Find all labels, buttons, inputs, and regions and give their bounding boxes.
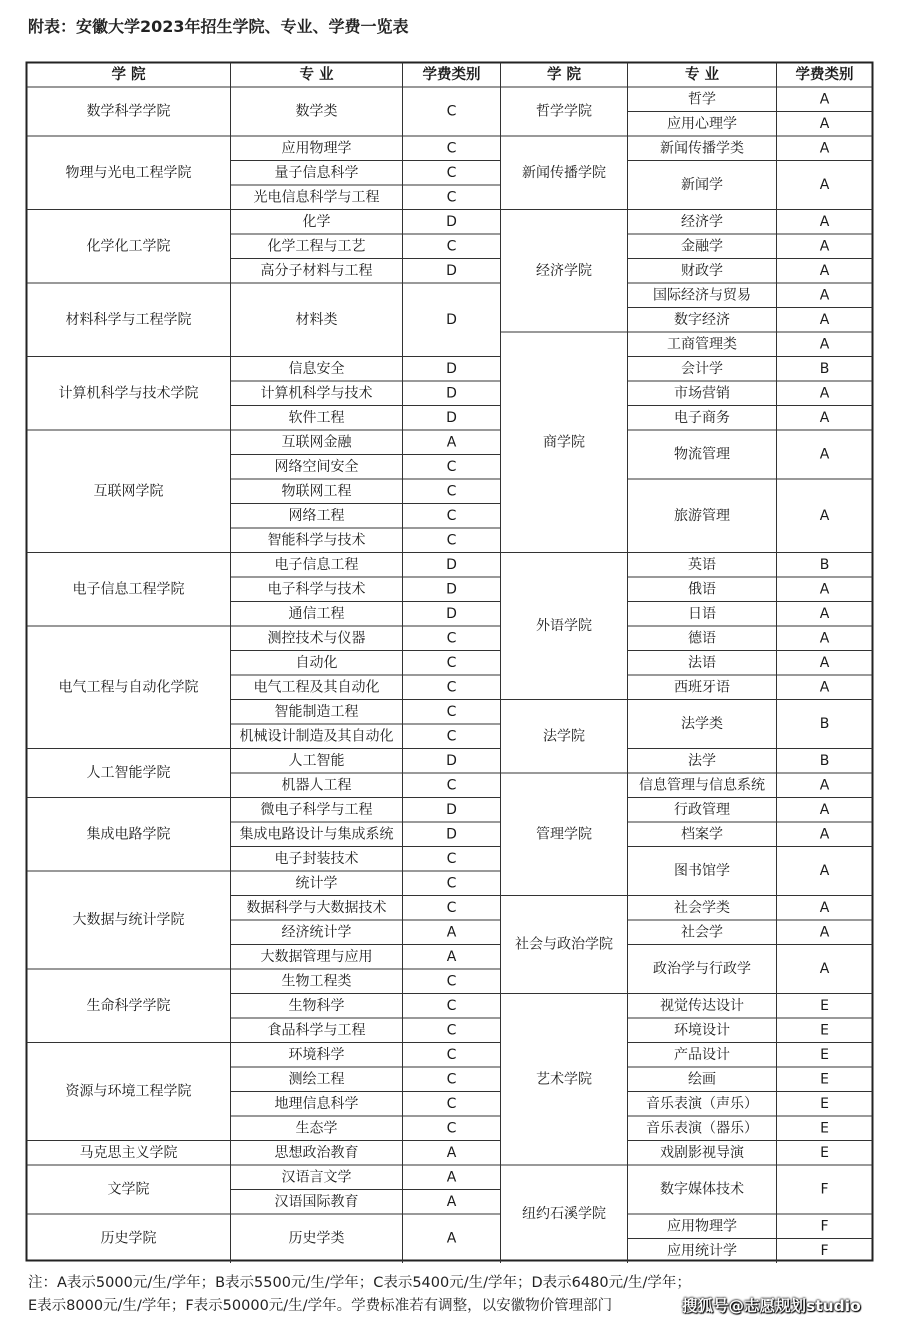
left-fee-cell: D [446, 262, 457, 279]
right-major-cell: 应用统计学 [667, 1242, 737, 1259]
right-major-cell: 金融学 [681, 238, 723, 255]
watermark: 搜狐号@志愿规划studio [682, 1297, 861, 1315]
right-college-cell: 法学院 [543, 728, 585, 745]
left-fee-cell: C [446, 483, 457, 500]
right-college-cell: 商学院 [543, 434, 585, 451]
left-college-cell: 材料科学与工程学院 [65, 311, 192, 328]
left-major-cell: 微电子科学与工程 [260, 801, 373, 818]
footnote-line-1: 注：A表示5000元/生/学年；B表示5500元/生/学年；C表示5400元/生/学年；D表示6480元/生/学年； [28, 1275, 691, 1291]
left-college-cell: 数学科学学院 [86, 103, 171, 120]
left-major-cell: 生物工程类 [281, 973, 352, 990]
left-major-cell: 统计学 [295, 875, 338, 892]
right-major-cell: 法语 [688, 654, 716, 671]
left-major-cell: 材料类 [295, 311, 338, 328]
right-fee-cell: A [819, 238, 830, 255]
left-major-cell: 经济统计学 [281, 924, 352, 941]
right-college-cell: 新闻传播学院 [522, 164, 606, 181]
left-major-cell: 集成电路设计与集成系统 [239, 826, 394, 843]
right-major-cell: 信息管理与信息系统 [639, 777, 765, 794]
left-major-cell: 智能制造工程 [274, 703, 359, 720]
right-college-cell: 纽约石溪学院 [522, 1206, 606, 1222]
right-major-cell: 行政管理 [674, 801, 730, 818]
left-fee-cell: C [446, 899, 457, 916]
right-fee-cell: A [819, 679, 830, 696]
right-major-cell: 数字经济 [674, 311, 730, 328]
right-major-cell: 财政学 [681, 262, 723, 279]
right-fee-cell: B [819, 716, 830, 732]
right-major-cell: 电子商务 [674, 409, 730, 426]
left-college-cell: 电气工程与自动化学院 [58, 679, 199, 696]
right-fee-cell: B [819, 752, 830, 769]
left-college-cell: 文学院 [107, 1181, 150, 1198]
right-fee-cell: A [819, 899, 830, 916]
left-major-cell: 机械设计制造及其自动化 [239, 728, 394, 745]
left-fee-cell: C [446, 140, 457, 157]
right-fee-cell: A [819, 287, 830, 304]
right-major-cell: 市场营销 [674, 385, 730, 402]
right-major-cell: 法学 [688, 752, 716, 769]
right-fee-cell: F [820, 1181, 829, 1198]
left-college-cell: 人工智能学院 [86, 765, 171, 781]
left-fee-cell: D [446, 385, 457, 402]
left-major-cell: 量子信息科学 [274, 164, 359, 181]
left-fee-cell: C [446, 654, 457, 671]
left-major-cell: 测控技术与仪器 [267, 630, 366, 647]
right-fee-cell: A [819, 777, 830, 794]
right-major-cell: 政治学与行政学 [653, 961, 751, 977]
footnote [28, 1272, 691, 1318]
left-major-cell: 信息安全 [288, 360, 345, 377]
left-major-cell: 大数据管理与应用 [260, 948, 373, 965]
right-college-cell: 社会与政治学院 [515, 936, 613, 953]
left-fee-cell: D [446, 213, 457, 230]
left-fee-cell: A [446, 924, 457, 941]
right-fee-cell: A [819, 336, 830, 353]
left-fee-cell: C [446, 532, 457, 549]
right-major-cell: 戏剧影视导演 [660, 1144, 744, 1161]
left-college-cell: 集成电路学院 [86, 826, 171, 843]
right-major-cell: 应用心理学 [667, 115, 737, 132]
left-fee-cell: A [446, 1230, 457, 1247]
left-fee-cell: C [446, 875, 457, 892]
right-major-cell: 会计学 [681, 360, 723, 377]
table-header [111, 65, 854, 83]
right-fee-cell: E [820, 1144, 829, 1161]
right-major-cell: 国际经济与贸易 [653, 287, 751, 304]
left-fee-cell: C [446, 1071, 457, 1088]
left-major-cell: 互联网金融 [281, 434, 352, 451]
right-fee-cell: A [819, 654, 830, 671]
header-fee-0: 学费类别 [422, 66, 481, 83]
right-fee-cell: A [819, 177, 830, 193]
left-college-cell: 化学化工学院 [86, 238, 171, 255]
left-fee-cell: C [446, 630, 457, 647]
left-fee-cell: C [446, 189, 457, 206]
header-major-1: 专 业 [684, 66, 720, 83]
right-fee-cell: A [819, 213, 830, 230]
left-fee-cell: C [446, 507, 457, 524]
right-fee-cell: A [819, 605, 830, 622]
left-major-cell: 应用物理学 [281, 140, 352, 157]
right-fee-cell: A [819, 924, 830, 941]
left-college-cell: 物理与光电工程学院 [65, 164, 192, 181]
right-fee-cell: E [820, 1046, 829, 1063]
right-major-cell: 工商管理类 [667, 336, 737, 353]
left-fee-cell: A [446, 1193, 457, 1210]
right-major-cell: 经济学 [681, 213, 723, 230]
right-fee-cell: A [819, 961, 830, 977]
right-major-cell: 图书馆学 [674, 863, 730, 879]
left-fee-cell: C [446, 973, 457, 990]
right-fee-cell: A [819, 630, 830, 647]
right-fee-cell: E [820, 1095, 829, 1112]
left-fee-cell: C [446, 1095, 457, 1112]
right-fee-cell: A [819, 385, 830, 402]
right-major-cell: 社会学 [681, 924, 723, 941]
left-major-cell: 通信工程 [288, 605, 345, 622]
left-major-cell: 智能科学与技术 [267, 532, 366, 549]
left-fee-cell: D [446, 556, 457, 573]
left-fee-cell: D [446, 311, 457, 328]
left-major-cell: 汉语国际教育 [274, 1193, 359, 1210]
left-fee-cell: D [446, 409, 457, 426]
right-fee-cell: A [819, 863, 830, 879]
right-major-cell: 俄语 [688, 581, 716, 598]
right-college-cell: 外语学院 [536, 618, 592, 634]
left-fee-cell: C [446, 1046, 457, 1063]
left-major-cell: 数学类 [295, 103, 338, 120]
left-major-cell: 网络工程 [288, 507, 345, 524]
left-college-cell: 马克思主义学院 [79, 1144, 178, 1161]
left-fee-cell: C [446, 728, 457, 745]
left-fee-cell: D [446, 605, 457, 622]
left-fee-cell: A [446, 1144, 457, 1161]
left-major-cell: 历史学类 [288, 1230, 345, 1247]
left-major-cell: 数据科学与大数据技术 [246, 899, 387, 916]
left-major-cell: 机器人工程 [281, 777, 352, 794]
left-fee-cell: C [446, 1022, 457, 1039]
left-major-cell: 自动化 [295, 654, 338, 671]
left-major-cell: 生态学 [295, 1120, 338, 1137]
right-major-cell: 新闻传播学类 [660, 140, 744, 157]
right-major-cell: 哲学 [688, 91, 716, 108]
left-major-cell: 物联网工程 [281, 483, 352, 500]
left-major-cell: 人工智能 [288, 752, 345, 769]
left-fee-cell: C [446, 703, 457, 720]
right-fee-cell: F [820, 1218, 829, 1235]
left-major-cell: 计算机科学与技术 [260, 385, 373, 402]
left-major-cell: 电气工程及其自动化 [253, 679, 380, 696]
right-major-cell: 日语 [688, 605, 716, 622]
right-major-cell: 应用物理学 [667, 1218, 737, 1235]
header-college-0: 学 院 [111, 66, 146, 83]
left-major-cell: 汉语言文学 [281, 1169, 352, 1186]
left-fee-cell: C [446, 103, 457, 120]
left-college-cell: 生命科学学院 [86, 997, 171, 1014]
right-major-cell: 产品设计 [674, 1046, 730, 1063]
right-fee-cell: A [819, 446, 830, 463]
right-college-cell: 管理学院 [536, 826, 592, 843]
right-fee-cell: F [820, 1242, 829, 1259]
right-fee-cell: A [819, 801, 830, 818]
left-fee-cell: C [446, 777, 457, 794]
header-college-1: 学 院 [546, 66, 582, 83]
right-college-cell: 经济学院 [536, 262, 592, 279]
right-fee-cell: E [820, 1071, 829, 1088]
right-major-cell: 社会学类 [674, 899, 730, 916]
left-major-cell: 测绘工程 [288, 1071, 345, 1088]
right-fee-cell: A [819, 91, 830, 108]
right-major-cell: 数字媒体技术 [660, 1181, 744, 1198]
left-major-cell: 电子封装技术 [274, 850, 359, 867]
footnote-line-2: E表示8000元/生/学年；F表示50000元/生/学年。学费标准若有调整，以安徽物价管理部门 [28, 1298, 613, 1314]
left-major-cell: 网络空间安全 [274, 458, 359, 475]
left-fee-cell: C [446, 164, 457, 181]
left-fee-cell: C [446, 850, 457, 867]
left-major-cell: 电子信息工程 [274, 556, 359, 573]
left-major-cell: 食品科学与工程 [267, 1022, 366, 1039]
right-major-cell: 视觉传达设计 [660, 997, 744, 1014]
left-fee-cell: A [446, 948, 457, 965]
left-major-cell: 思想政治教育 [274, 1144, 359, 1161]
right-major-cell: 法学类 [681, 716, 723, 732]
right-major-cell: 环境设计 [674, 1022, 730, 1039]
left-major-cell: 生物科学 [288, 997, 345, 1014]
right-fee-cell: A [819, 409, 830, 426]
right-major-cell: 新闻学 [681, 177, 723, 193]
left-college-cell: 电子信息工程学院 [72, 581, 185, 598]
left-fee-cell: C [446, 997, 457, 1014]
left-fee-cell: D [446, 826, 457, 843]
header-fee-1: 学费类别 [795, 66, 854, 83]
left-major-cell: 光电信息科学与工程 [253, 189, 380, 206]
right-college-cell: 艺术学院 [536, 1071, 592, 1088]
right-major-cell: 西班牙语 [674, 679, 730, 696]
left-major-cell: 化学 [302, 213, 331, 230]
right-fee-cell: E [820, 1120, 829, 1137]
right-major-cell: 英语 [688, 556, 716, 573]
right-major-cell: 档案学 [681, 826, 723, 843]
left-major-cell: 地理信息科学 [274, 1095, 359, 1112]
left-fee-cell: C [446, 458, 457, 475]
header-major-0: 专 业 [299, 66, 334, 83]
left-fee-cell: A [446, 434, 457, 451]
left-fee-cell: D [446, 801, 457, 818]
right-major-cell: 物流管理 [674, 446, 730, 463]
left-major-cell: 环境科学 [288, 1046, 345, 1063]
right-major-cell: 旅游管理 [674, 507, 730, 524]
left-fee-cell: D [446, 752, 457, 769]
right-college-cell: 哲学学院 [536, 103, 592, 120]
right-fee-cell: A [819, 311, 830, 328]
left-fee-cell: C [446, 238, 457, 255]
left-college-cell: 大数据与统计学院 [72, 912, 185, 928]
right-major-cell: 德语 [688, 630, 716, 647]
right-fee-cell: E [820, 1022, 829, 1039]
right-major-cell: 音乐表演（声乐） [646, 1095, 758, 1112]
page-title: 附表：安徽大学2023年招生学院、专业、学费一览表 [28, 17, 409, 36]
right-major-cell: 绘画 [688, 1071, 716, 1088]
right-fee-cell: B [819, 556, 830, 573]
left-major-cell: 软件工程 [288, 409, 345, 426]
left-college-cell: 计算机科学与技术学院 [58, 385, 199, 402]
left-major-cell: 电子科学与技术 [267, 581, 366, 598]
left-major-cell: 高分子材料与工程 [260, 262, 373, 279]
left-fee-cell: C [446, 679, 457, 696]
left-major-cell: 化学工程与工艺 [267, 238, 366, 255]
right-fee-cell: A [819, 581, 830, 598]
right-fee-cell: A [819, 507, 830, 524]
right-fee-cell: A [819, 140, 830, 157]
left-college-cell: 互联网学院 [93, 483, 164, 500]
right-major-cell: 音乐表演（器乐） [646, 1120, 758, 1137]
right-fee-cell: A [819, 115, 830, 132]
right-fee-cell: B [819, 360, 830, 377]
right-fee-cell: A [819, 262, 830, 279]
left-fee-cell: D [446, 360, 457, 377]
left-fee-cell: D [446, 581, 457, 598]
right-fee-cell: E [820, 997, 829, 1014]
right-fee-cell: A [819, 826, 830, 843]
left-fee-cell: A [446, 1169, 457, 1186]
left-college-cell: 历史学院 [100, 1230, 157, 1247]
left-fee-cell: C [446, 1120, 457, 1137]
left-college-cell: 资源与环境工程学院 [65, 1083, 192, 1100]
